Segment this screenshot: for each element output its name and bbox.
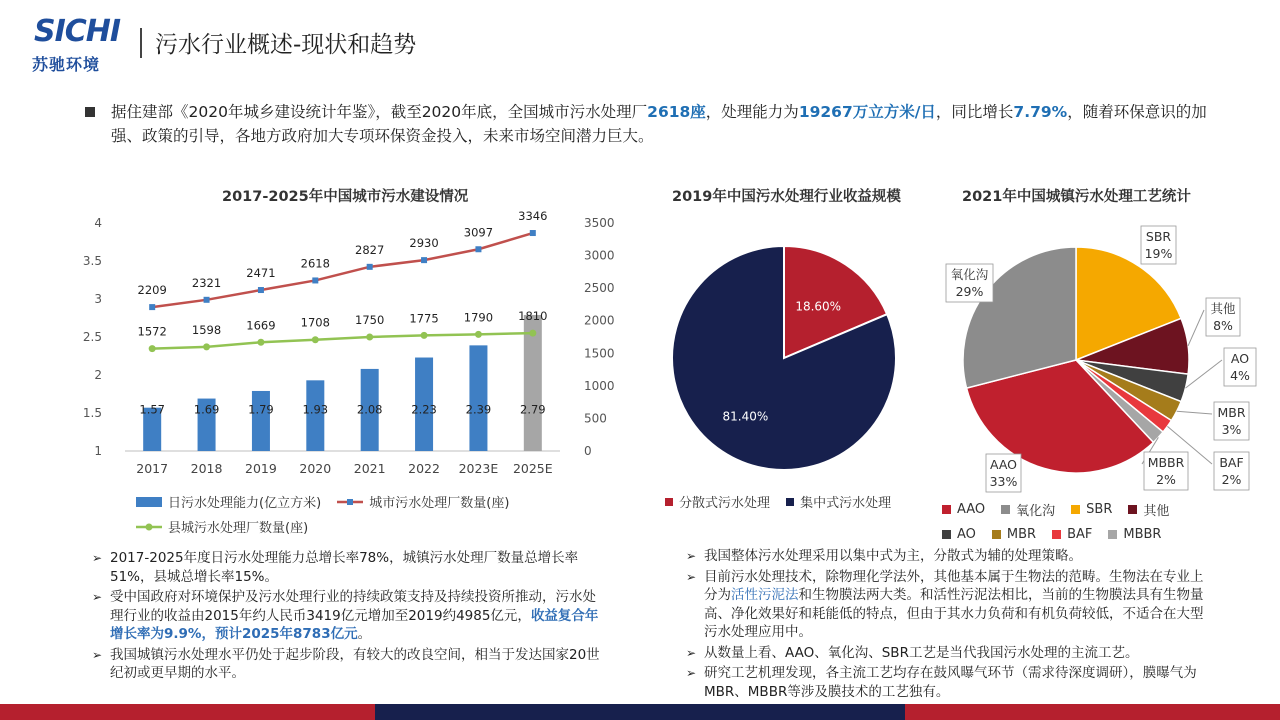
arrow-bullet-icon: ➢ [686,569,697,584]
y-right-tick-label: 500 [584,411,607,426]
pie-slice-label: 18.60% [795,299,842,314]
point-county-plants [312,336,319,343]
intro-text-2: ，处理能力为 [705,103,799,121]
x-tick-label: 2019 [245,461,277,476]
bar-data-label: 1.57 [139,402,165,417]
leader-line [1188,310,1204,346]
pie-callout [1144,452,1188,490]
x-tick-label: 2022 [408,461,440,476]
title-divider [140,28,142,58]
callout-pct: 3% [1221,422,1242,437]
bar-data-label: 2.79 [520,402,546,417]
arrow-bullet-icon: ➢ [686,645,697,660]
legend-item-process [1071,502,1112,517]
point-city-plants [258,287,264,293]
left-note-2-text: 受中国政府对环境保护及污水处理行业的持续政策支持及持续投资所推动，污水处理行业的收益由2015年约人民币3419亿元增加至2019约4985亿元， [110,589,596,624]
arrow-bullet-icon: ➢ [92,551,103,565]
legend-item-process [1052,527,1092,542]
y-left-tick-label: 3 [94,292,102,306]
pie-callout [986,454,1021,492]
page-title: 污水行业概述-现状和趋势 [155,32,417,58]
callout-name: MBBR [1147,455,1185,470]
left-note-2-tail: 。 [357,626,372,642]
y-right-tick-label: 0 [584,444,592,458]
line-data-label: 1790 [463,310,494,325]
right-note-4-text: 研究工艺机理发现，各主流工艺均存在鼓风曝气环节（需求待深度调研），膜曝气为MBR、MBBR等涉及膜技术的工艺独有。 [704,665,1197,700]
point-city-plants [312,277,318,283]
legend-item-process [942,502,985,517]
legend-item-process [1001,500,1055,519]
line-data-label: 2827 [355,242,385,257]
legend-label-process: MBR [1006,527,1037,542]
legend-label-centralized: 集中式污水处理 [800,496,892,511]
intro-highlight-capacity: 19267万立方米/日 [798,103,936,121]
bar-capacity [469,345,487,451]
arrow-bullet-icon: ➢ [92,647,103,662]
revenue-pie-title: 2019年中国污水处理行业收益规模 [672,189,901,205]
right-note-2-highlight: 活性污泥法 [731,587,799,603]
y-left-tick-label: 1 [94,444,102,458]
legend-swatch [1128,505,1137,514]
x-tick-label: 2023E [458,461,499,476]
callout-name: BAF [1219,455,1244,470]
y-right-tick-label: 3000 [584,248,615,263]
bar-data-label: 2.08 [356,402,383,417]
line-data-label: 2930 [409,236,439,251]
legend-swatch [992,530,1001,539]
line-data-label: 1810 [518,309,548,324]
line-data-label: 1708 [300,315,330,330]
callout-name: SBR [1145,229,1172,244]
legend-label-capacity: 日污水处理能力(亿立方米) [168,496,322,511]
pie-callout [946,264,993,302]
line-data-label: 2321 [191,275,222,290]
line-data-label: 1750 [355,313,385,327]
legend-swatch [1001,505,1010,514]
intro-text-1: 据住建部《2020年城乡建设统计年鉴》，截至2020年底，全国城市污水处理厂 [111,103,648,121]
y-right-tick-label: 1500 [584,346,615,361]
intro-highlight-plants: 2618座 [647,103,706,121]
legend-label-process: 其他 [1143,504,1170,519]
point-county-plants [421,332,428,339]
legend-label-city-plants: 城市污水处理厂数量(座) [369,496,510,511]
legend-item-city-plants [337,492,509,511]
bar-capacity [252,391,270,451]
legend-item-decentralized [665,492,770,511]
callout-pct: 19% [1144,246,1173,261]
bar-data-label: 1.79 [248,402,274,417]
line-data-label: 2471 [246,266,276,281]
y-right-tick-label: 2000 [584,313,615,328]
callout-pct: 29% [955,284,984,299]
pie-slice-label: 81.40% [722,409,769,424]
line-data-label: 1598 [191,322,222,337]
point-county-plants [366,334,373,341]
pie-callout [1141,226,1176,264]
legend-label-county-plants: 县城污水处理厂数量(座) [168,521,309,536]
legend-label-process: MBBR [1123,527,1162,542]
left-note-3-text: 我国城镇污水处理水平仍处于起步阶段，有较大的改良空间，相当于发达国家20世纪初或更早期的水平。 [110,646,600,681]
left-note-2 [92,588,602,644]
point-city-plants [204,297,210,303]
brand-logo [30,12,120,74]
line-data-label: 2209 [137,283,167,298]
right-note-2 [686,568,1214,642]
point-city-plants [367,264,373,270]
x-tick-label: 2020 [299,461,332,476]
y-left-tick-label: 3.5 [82,254,102,268]
footer-bar-red-right [905,704,1280,720]
legend-label-process: AAO [957,502,986,517]
intro-text-3: ，同比增长 [935,103,1014,121]
pie-callout [1214,402,1249,440]
footer-bar-red [0,704,375,720]
y-left-tick-label: 4 [94,216,102,230]
pie-callout [1206,298,1240,336]
line-data-label: 1572 [137,324,167,339]
bar-data-label: 1.93 [302,402,329,417]
callout-pct: 2% [1156,472,1176,487]
left-note-3 [92,646,602,683]
right-note-1 [686,547,1214,566]
x-tick-label: 2018 [190,461,223,476]
point-city-plants [149,304,155,310]
callout-name: AO [1230,351,1250,366]
right-note-2-text: 目前污水处理技术，除物理化学法外，其他基本属于生物法的范畴。生物法在专业上分为 [704,568,1204,603]
combo-chart [80,208,615,478]
legend-item-centralized [786,492,891,511]
intro-highlight-growth: 7.79% [1013,103,1068,121]
legend-label-process: 氧化沟 [1016,504,1056,519]
left-note-1 [92,549,602,586]
right-note-3-text: 从数量上看、AAO、氧化沟、SBR工艺是当代我国污水处理的主流工艺。 [704,644,1139,661]
intro-text [111,100,1235,148]
pie-callout [1224,348,1256,386]
logo-name: 苏驰环境 [32,55,101,74]
legend-swatch [942,530,951,539]
legend-swatch [1052,530,1061,539]
legend-swatch [1071,505,1080,514]
legend-item-process [1128,500,1169,519]
callout-pct: 4% [1230,368,1250,383]
right-note-3 [686,644,1214,663]
callout-name: 其他 [1210,301,1236,316]
point-city-plants [475,246,481,252]
legend-swatch [1108,530,1117,539]
bar-data-label: 2.23 [411,402,437,417]
bar-data-label: 1.69 [193,402,220,417]
leader-line [1177,411,1212,414]
legend-label-process: SBR [1086,502,1113,517]
callout-pct: 33% [989,474,1018,489]
legend-label-decentralized: 分散式污水处理 [679,496,771,511]
revenue-pie-chart [664,238,904,478]
combo-chart-title: 2017-2025年中国城市污水建设情况 [222,189,469,205]
right-note-4 [686,664,1214,701]
right-note-2-tail: 和生物膜法两大类。和活性污泥法相比，当前的生物膜法具有生物量高、净化效果好和耗能低的特点，但由于其水力负荷和有机负荷较低，不适合在大型污水处理应用中。 [704,587,1204,640]
legend-item-county-plants [136,517,308,536]
left-notes [92,549,602,685]
line-data-label: 3346 [518,209,548,224]
legend-swatch [942,505,951,514]
point-county-plants [203,343,210,350]
y-left-tick-label: 2.5 [82,330,102,344]
legend-label-process: AO [957,527,976,542]
legend-label-process: BAF [1067,527,1093,542]
legend-item-process [942,527,976,542]
process-pie-title: 2021年中国城镇污水处理工艺统计 [962,189,1191,205]
arrow-bullet-icon: ➢ [92,590,103,604]
footer-bar-navy [375,704,905,720]
left-note-1-text: 2017-2025年度日污水处理能力总增长率78%，城镇污水处理厂数量总增长率51%，县城总增长率15%。 [110,550,579,585]
legend-item-process [992,527,1036,542]
callout-pct: 2% [1221,472,1242,487]
logo-mark: SICHI [34,14,121,49]
square-bullet-icon [85,107,95,117]
line-data-label: 2618 [300,256,330,271]
callout-name: MBR [1217,405,1246,420]
line-city-plants [152,233,533,307]
y-left-tick-label: 1.5 [82,406,102,420]
legend-item-capacity [136,492,321,511]
pie-callout [1214,452,1249,490]
x-tick-label: 2017 [136,461,169,476]
right-notes [686,547,1214,703]
line-data-label: 1775 [409,311,439,326]
left-note-2-highlight: 收益复合年增长率为9.9%，预计2025年8783亿元 [110,607,599,642]
arrow-bullet-icon: ➢ [686,549,697,563]
callout-pct: 8% [1213,318,1233,333]
line-data-label: 3097 [463,225,494,240]
y-right-tick-label: 1000 [584,378,615,393]
point-county-plants [257,339,264,346]
legend-item-process [1108,527,1161,542]
point-county-plants [149,345,156,352]
point-county-plants [475,331,482,338]
y-right-tick-label: 3500 [584,216,615,230]
right-note-1-text: 我国整体污水处理采用以集中式为主，分散式为辅的处理策略。 [704,548,1082,564]
point-county-plants [529,330,536,337]
combo-chart-legend [136,492,521,536]
y-right-tick-label: 2500 [584,281,615,296]
process-pie-legend [942,500,1232,543]
line-data-label: 1669 [246,318,276,333]
revenue-pie-legend [665,492,903,511]
process-pie-chart [918,212,1258,502]
x-tick-label: 2025E [512,461,553,476]
callout-name: AAO [989,457,1018,472]
y-left-tick-label: 2 [94,368,102,382]
x-tick-label: 2021 [353,461,386,476]
callout-name: 氧化沟 [950,267,989,282]
intro-paragraph [85,100,1235,148]
leader-line [1185,360,1222,388]
arrow-bullet-icon: ➢ [686,666,697,680]
bar-data-label: 2.39 [465,402,492,417]
point-city-plants [530,230,536,236]
point-city-plants [421,257,427,263]
intro-text-4: ，随着环保意识的加强、政策的引导，各地方政府加大专项环保资金投入，未来市场空间潜力巨大。 [111,103,1207,145]
